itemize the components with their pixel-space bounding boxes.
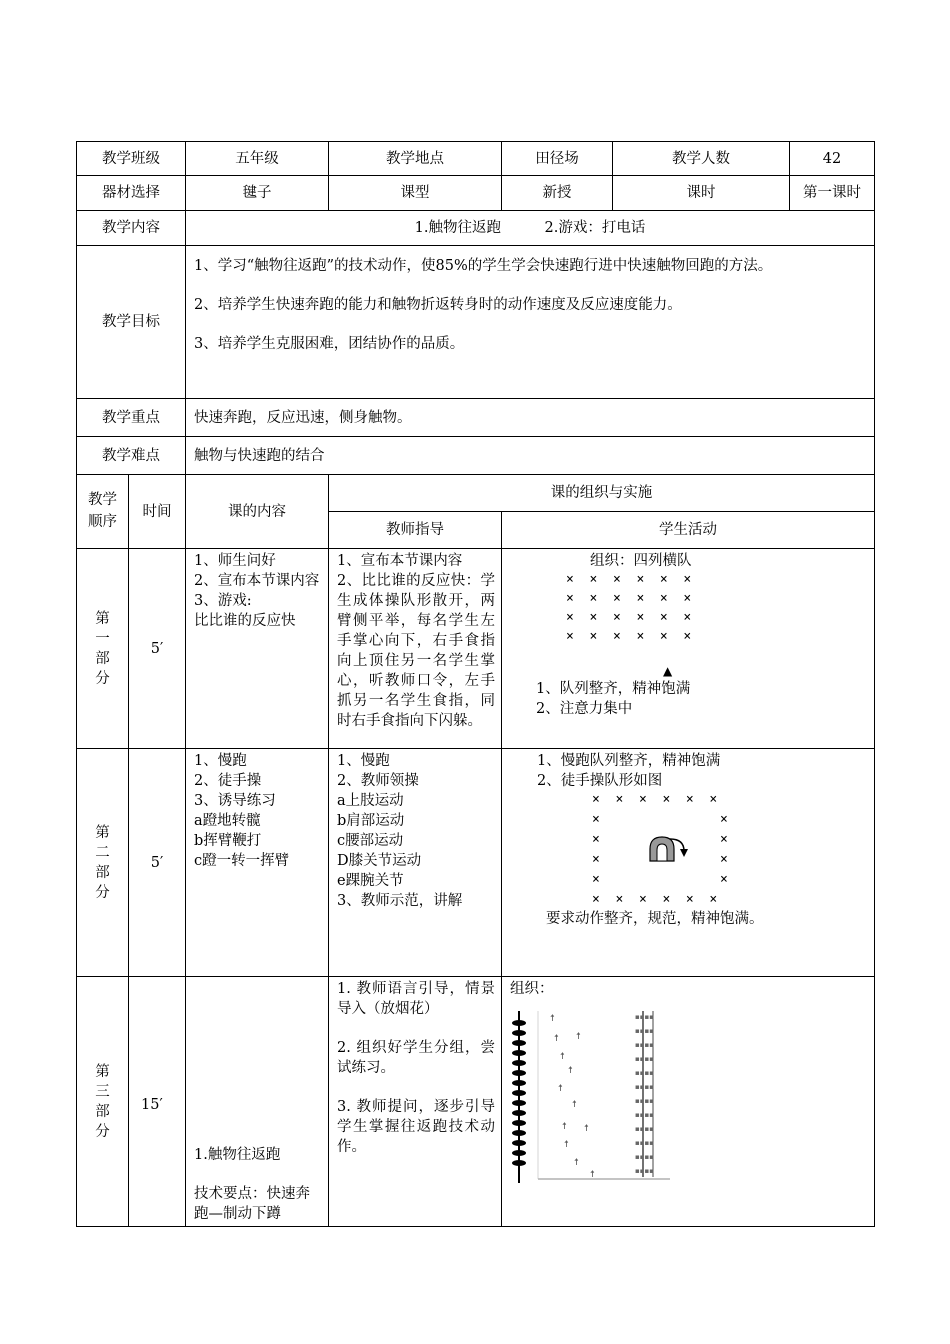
svg-text:▪▪▪▪: ▪▪▪▪ [635, 1153, 654, 1161]
org-header: 课的组织与实施 [329, 475, 875, 512]
formation-left: × [592, 832, 600, 847]
content-value: 1.触物往返跑 2.游戏：打电话 [186, 211, 875, 246]
svg-text:☨: ☨ [576, 1032, 581, 1042]
difficulty-value: 触物与快速跑的结合 [186, 437, 875, 475]
part2-teacher-5: c腰部运动 [337, 833, 404, 849]
part1-student [502, 549, 875, 749]
svg-text:☨: ☨ [572, 1100, 577, 1110]
formation-row: × × × × × × [566, 628, 692, 644]
svg-text:☨: ☨ [590, 1170, 595, 1180]
svg-text:☨: ☨ [574, 1158, 579, 1168]
key-point-label: 教学重点 [77, 399, 186, 437]
type-label: 课型 [329, 176, 502, 211]
part2-student-note-1: 1、慢跑队列整齐，精神饱满 [537, 753, 721, 769]
start-line-markers [512, 1020, 526, 1166]
waiting-students [635, 1013, 654, 1175]
goals-row [77, 246, 875, 399]
teacher-rotate-icon [644, 833, 690, 865]
teacher-marker: ▲ [663, 664, 673, 679]
part3-student-title: 组织： [510, 981, 554, 997]
part2-lesson-6: c蹬一转一挥臂 [194, 853, 290, 869]
part1-lesson [186, 549, 329, 749]
content-row [77, 211, 875, 246]
part2-student-req: 要求动作整齐，规范，精神饱满。 [546, 911, 764, 927]
svg-text:▪▪▪▪: ▪▪▪▪ [635, 1167, 654, 1175]
formation-right: × [720, 832, 728, 847]
part1-order: 第一部分 [77, 549, 129, 749]
lesson-header: 课的内容 [186, 475, 329, 549]
part2-row [77, 749, 875, 977]
part1-student-note-2: 2、注意力集中 [536, 700, 633, 717]
part1-student-title: 组织：四列横队 [590, 553, 692, 569]
column-header-row-1 [77, 475, 875, 512]
formation-top-row: × × × × × × [592, 792, 718, 807]
part1-teacher [329, 549, 502, 749]
header-row-2 [77, 176, 875, 211]
svg-text:▪▪▪▪: ▪▪▪▪ [635, 1013, 654, 1021]
part3-teacher-1: 1. 教师语言引导，情景导入（放烟花） [337, 981, 495, 1017]
formation-right: × [720, 852, 728, 867]
period-value: 第一课时 [790, 176, 875, 211]
part3-time: 15′ [129, 977, 186, 1227]
class-label: 教学班级 [77, 142, 186, 176]
svg-text:☨: ☨ [560, 1052, 565, 1062]
svg-text:☨: ☨ [550, 1014, 555, 1024]
exercise-formation [592, 791, 772, 911]
part1-teacher-2: 2、比比谁的反应快：学生成体操队形散开，两臂侧平举，每名学生左手掌心向下，右手食指向上顶住另一名学生掌心，听教师口令，左手抓另一名学生食指，同时右手食指向下闪躲。 [337, 573, 495, 729]
svg-text:☨: ☨ [562, 1122, 567, 1132]
part2-student [502, 749, 875, 977]
part2-lesson-3: 3、诱导练习 [194, 793, 276, 809]
difficulty-label: 教学难点 [77, 437, 186, 475]
part3-order: 第三部分 [77, 977, 129, 1227]
svg-text:▪▪▪▪: ▪▪▪▪ [635, 1097, 654, 1105]
part1-row [77, 549, 875, 749]
class-value: 五年级 [186, 142, 329, 176]
part2-teacher-2: 2、教师领操 [337, 773, 419, 789]
svg-text:▪▪▪▪: ▪▪▪▪ [635, 1111, 654, 1119]
goal-3: 3、培养学生克服困难，团结协作的品质。 [194, 336, 465, 353]
svg-text:☨: ☨ [568, 1066, 573, 1076]
part2-teacher-4: b肩部运动 [337, 813, 405, 829]
part2-lesson-5: b挥臂鞭打 [194, 833, 262, 849]
svg-text:▪▪▪▪: ▪▪▪▪ [635, 1125, 654, 1133]
part3-lesson [186, 977, 329, 1227]
part3-teacher [329, 977, 502, 1227]
part2-teacher-3: a上肢运动 [337, 793, 404, 809]
part2-teacher-6: D膝关节运动 [337, 853, 422, 869]
part2-teacher-7: e踝腕关节 [337, 873, 404, 889]
period-label: 课时 [613, 176, 790, 211]
formation-right: × [720, 812, 728, 827]
key-point-value: 快速奔跑，反应迅速，侧身触物。 [186, 399, 875, 437]
svg-text:☨: ☨ [564, 1140, 569, 1150]
part1-lesson-3: 3、游戏: [194, 593, 252, 609]
part1-teacher-1: 1、宣布本节课内容 [337, 553, 463, 569]
content-label: 教学内容 [77, 211, 186, 246]
formation-bottom-row: × × × × × × [592, 892, 718, 907]
part1-lesson-1: 1、师生问好 [194, 553, 276, 569]
part2-lesson [186, 749, 329, 977]
svg-text:▪▪▪▪: ▪▪▪▪ [635, 1083, 654, 1091]
key-point-row [77, 399, 875, 437]
part3-lesson-2: 技术要点：快速奔跑—制动下蹲 [194, 1186, 310, 1222]
type-value: 新授 [502, 176, 613, 211]
count-label: 教学人数 [613, 142, 790, 176]
svg-text:☨: ☨ [558, 1084, 563, 1094]
place-label: 教学地点 [329, 142, 502, 176]
goal-2: 2、培养学生快速奔跑的能力和触物折返转身时的动作速度及反应速度能力。 [194, 297, 682, 314]
goal-1: 1、学习“触物往返跑”的技术动作，使85%的学生学会快速跑行进中快速触物回跑的方法。 [194, 258, 773, 274]
time-header: 时间 [129, 475, 186, 549]
formation-row: × × × × × × [566, 609, 692, 625]
svg-text:▪▪▪▪: ▪▪▪▪ [635, 1027, 654, 1035]
svg-text:☨: ☨ [554, 1034, 559, 1044]
svg-text:▪▪▪▪: ▪▪▪▪ [635, 1041, 654, 1049]
equip-label: 器材选择 [77, 176, 186, 211]
formation-row: × × × × × × [566, 572, 692, 587]
svg-text:▪▪▪▪: ▪▪▪▪ [635, 1139, 654, 1147]
part1-time: 5′ [129, 549, 186, 749]
part2-teacher [329, 749, 502, 977]
count-value: 42 [790, 142, 875, 176]
part2-lesson-1: 1、慢跑 [194, 753, 247, 769]
teacher-header: 教师指导 [329, 512, 502, 549]
part2-teacher-1: 1、慢跑 [337, 753, 390, 769]
part3-lesson-1: 1.触物往返跑 [194, 1147, 281, 1163]
formation-left: × [592, 872, 600, 887]
part3-teacher-2: 2. 组织好学生分组，尝试练习。 [337, 1040, 495, 1076]
part3-teacher-3: 3. 教师提问，逐步引导学生掌握往返跑技术动作。 [337, 1099, 495, 1155]
header-row-1 [77, 142, 875, 176]
runner-figures [550, 1014, 595, 1180]
part1-formation [502, 571, 874, 646]
part2-teacher-8: 3、教师示范，讲解 [337, 893, 463, 909]
svg-text:▪▪▪▪: ▪▪▪▪ [635, 1055, 654, 1063]
part2-time: 5′ [129, 749, 186, 977]
formation-left: × [592, 812, 600, 827]
lesson-plan-table [76, 141, 875, 1227]
part2-lesson-4: a蹬地转髋 [194, 813, 261, 829]
svg-text:▪▪▪▪: ▪▪▪▪ [635, 1069, 654, 1077]
goals-cell [186, 246, 875, 399]
part1-student-note-1: 1、队列整齐，精神饱满 [536, 680, 691, 697]
part2-lesson-2: 2、徒手操 [194, 773, 262, 789]
part2-order: 第二部分 [77, 749, 129, 977]
part3-row [77, 977, 875, 1227]
goals-label: 教学目标 [77, 246, 186, 399]
place-value: 田径场 [502, 142, 613, 176]
shuttle-run-diagram [510, 1007, 690, 1187]
part2-student-note-2: 2、徒手操队形如图 [537, 773, 663, 789]
formation-left: × [592, 852, 600, 867]
part1-lesson-2: 2、宣布本节课内容 [194, 573, 320, 589]
student-header: 学生活动 [502, 512, 875, 549]
order-header: 教学顺序 [77, 475, 129, 549]
difficulty-row [77, 437, 875, 475]
equip-value: 毽子 [186, 176, 329, 211]
part1-lesson-4: 比比谁的反应快 [194, 613, 296, 629]
part3-student [502, 977, 875, 1227]
formation-row: × × × × × × [566, 590, 692, 606]
svg-text:☨: ☨ [584, 1124, 589, 1134]
formation-right: × [720, 872, 728, 887]
